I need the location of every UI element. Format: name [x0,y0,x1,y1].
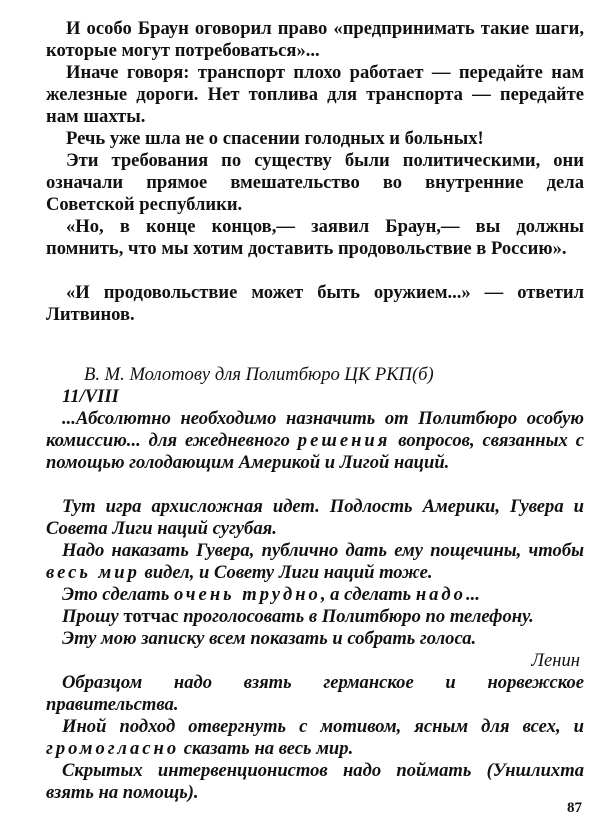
paragraph-litvinov-reply: «И продовольствие может быть оружием...» — ответил Литвинов. [46,282,584,325]
paragraph-brown-quote: «Но, в конце концов,— заявил Браун,— вы должны помнить, что мы хотим доставить продовольствие в Россию». [46,216,584,259]
paragraph-not-about-hungry: Речь уже шла не о спасении голодных и больных! [66,128,484,149]
letter-paragraph-game: Тут игра архисложная идет. Подлость Америки, Гувера и Совета Лиги наций сугубая. [46,496,584,539]
letter-paragraph-vote-by-phone: Прошу тотчас проголосовать в Политбюро по телефону. [62,606,534,627]
letter-paragraph-difficult: Это сделать очень трудно, а сделать надо... [62,584,480,605]
letter-paragraph-interventionists: Скрытых интервенционистов надо поймать (Уншлихта взять на помощь). [46,760,584,803]
page-number: 87 [567,800,582,816]
letter-paragraph-other-approach: Иной подход отвергнуть с мотивом, ясным для всех, и громогласно сказать на весь мир. [46,716,584,759]
letter-date: 11/VIII [62,386,119,407]
paragraph-political-demands: Эти требования по существу были политическими, они означали прямое вмешательство во внутренние дела Советской республики. [46,150,584,215]
letter-paragraph-example: Образцом надо взять германское и норвежское правительства. [46,672,584,715]
letter-paragraph-punish-hoover: Надо наказать Гувера, публично дать ему пощечины, чтобы весь мир видел, и Совету Лиги наций тоже. [46,540,584,583]
letter-paragraph-show-note: Эту мою записку всем показать и собрать голоса. [62,628,477,649]
signature-lenin: Ленин [531,650,580,671]
paragraph-brown-right: И особо Браун оговорил право «предпринимать такие шаги, которые могут потребоваться»... [46,18,584,61]
paragraph-in-other-words: Иначе говоря: транспорт плохо работает — передайте нам железные дороги. Нет топлива для транспорта — передайте нам шахты. [46,62,584,127]
letter-heading: В. М. Молотову для Политбюро ЦК РКП(б) [84,364,434,385]
letter-paragraph-commission: ...Абсолютно необходимо назначить от Политбюро особую комиссию... для ежедневного решения вопросов, связанных с помощью голодающим Америкой и Лигой наций. [46,408,584,473]
